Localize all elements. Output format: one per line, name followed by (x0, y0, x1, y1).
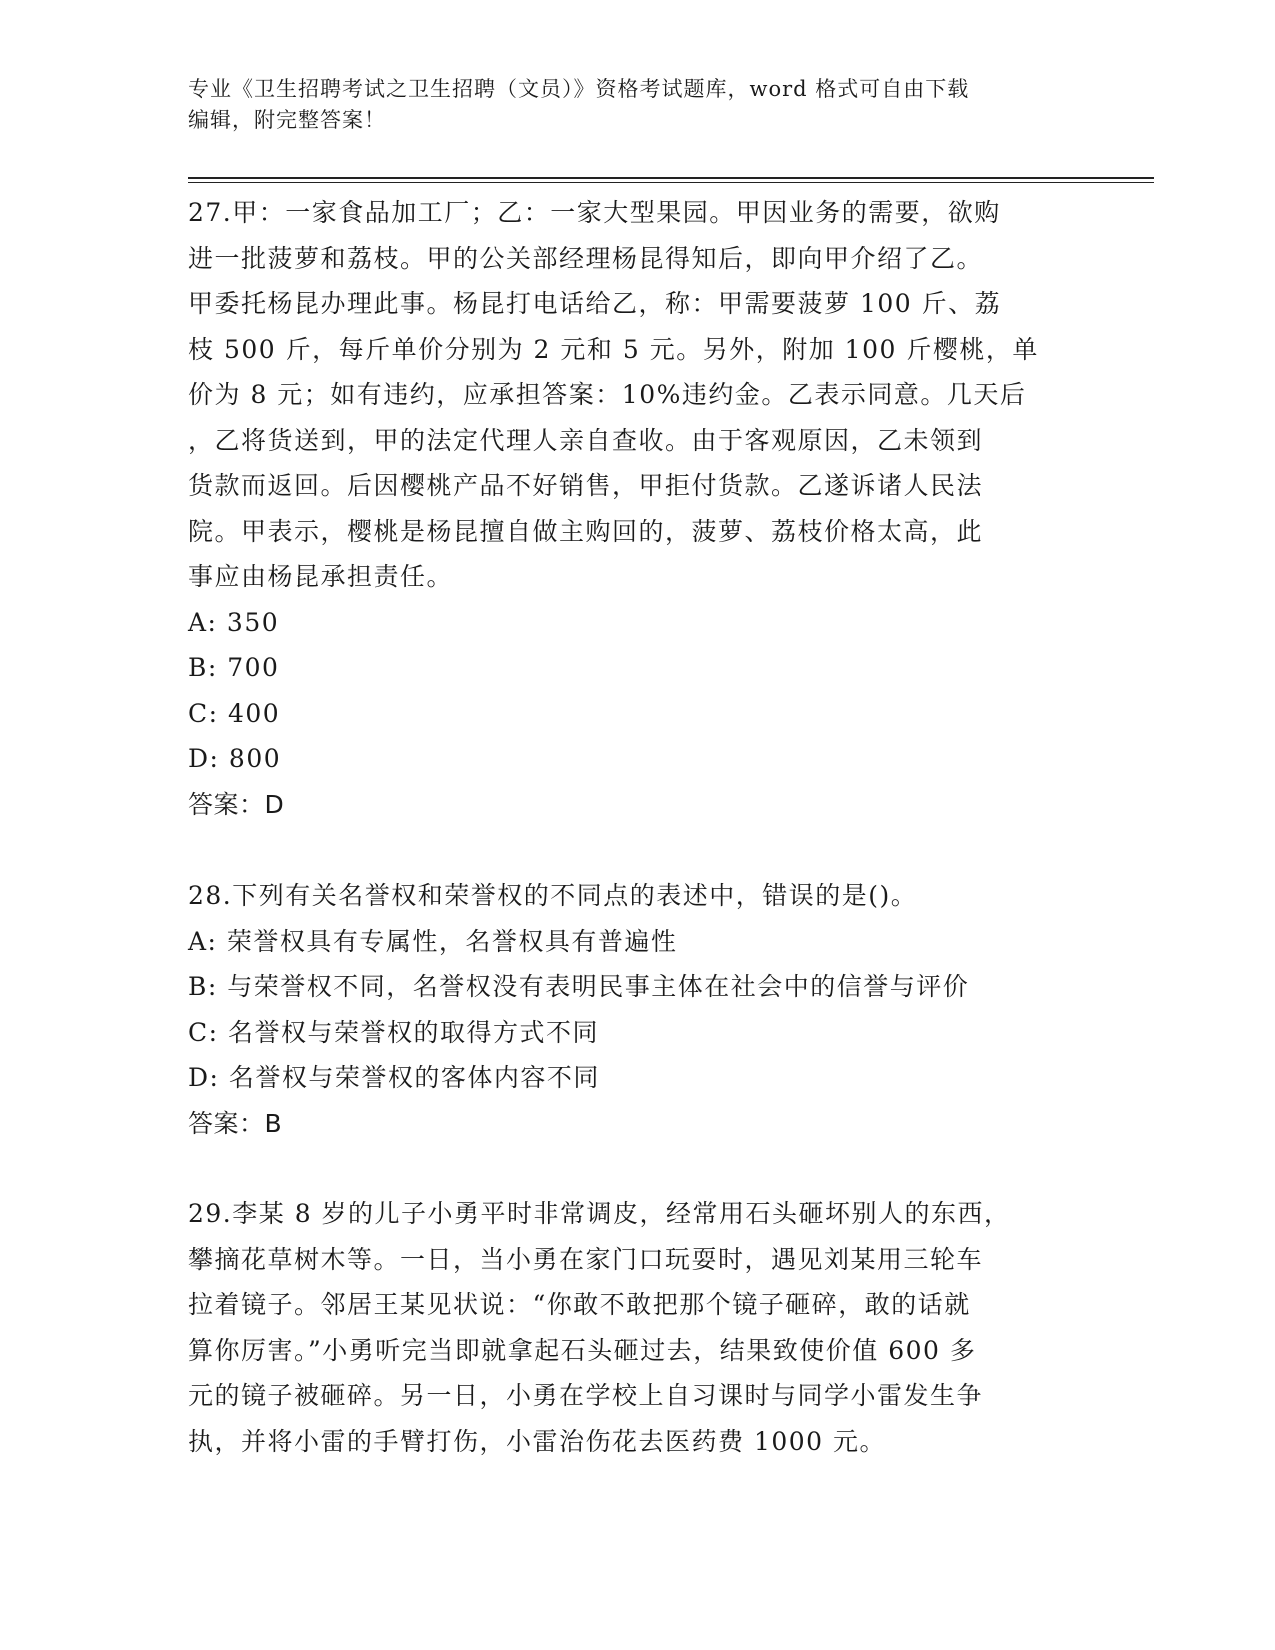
answer-label: 答案：B (188, 1108, 283, 1138)
header-divider-thin (188, 182, 1154, 183)
question-stem-line: 货款而返回。后因樱桃产品不好销售，甲拒付货款。乙遂诉诸人民法 (188, 471, 984, 500)
question-29 (188, 1191, 1088, 1464)
question-stem-line: 算你厉害。”小勇听完当即就拿起石头砸过去，结果致使价值 600 多 (188, 1335, 977, 1365)
option-b: B: 与荣誉权不同，名誉权没有表明民事主体在社会中的信誉与评价 (188, 972, 970, 1001)
header-line-1: 专业《卫生招聘考试之卫生招聘（文员）》资格考试题库，word 格式可自由下载 (188, 77, 970, 101)
question-stem-line: 29.李某 8 岁的儿子小勇平时非常调皮，经常用石头砸坏别人的东西， (188, 1199, 1011, 1228)
question-stem-line: 院。甲表示，樱桃是杨昆擅自做主购回的，菠萝、荔枝价格太高，此 (188, 516, 984, 546)
option-d: D: 800 (188, 744, 282, 773)
header-line-2: 编辑，附完整答案！ (188, 108, 386, 132)
header-divider-thick (188, 177, 1154, 179)
question-stem-line: ，乙将货送到，甲的法定代理人亲自查收。由于客观原因，乙未领到 (188, 425, 984, 455)
question-stem-line: 甲委托杨昆办理此事。杨昆打电话给乙，称：甲需要菠萝 100 斤、荔 (188, 289, 1002, 318)
question-stem-line: 事应由杨昆承担责任。 (188, 562, 454, 591)
answer-label: 答案：D (188, 789, 285, 819)
question-stem-line: 攀摘花草树木等。一日，当小勇在家门口玩耍时，遇见刘某用三轮车 (188, 1244, 984, 1274)
question-stem-line: 28.下列有关名誉权和荣誉权的不同点的表述中，错误的是()。 (188, 881, 918, 910)
question-stem-line: 进一批菠萝和荔枝。甲的公关部经理杨昆得知后，即向甲介绍了乙。 (188, 243, 984, 273)
question-stem-line: 枝 500 斤，每斤单价分别为 2 元和 5 元。另外，附加 100 斤樱桃，单 (188, 334, 1039, 364)
option-a: A: 荣誉权具有专属性，名誉权具有普遍性 (188, 926, 678, 956)
option-c: C: 名誉权与荣誉权的取得方式不同 (188, 1017, 599, 1047)
option-d: D: 名誉权与荣誉权的客体内容不同 (188, 1063, 600, 1092)
question-stem-line: 价为 8 元；如有违约，应承担答案：10%违约金。乙表示同意。几天后 (188, 380, 1027, 409)
option-c: C: 400 (188, 698, 281, 728)
option-a: A: 350 (188, 607, 280, 637)
question-stem-line: 执，并将小雷的手臂打伤，小雷治伤花去医药费 1000 元。 (188, 1426, 887, 1456)
question-stem-line: 拉着镜子。邻居王某见状说：“你敢不敢把那个镜子砸碎，敢的话就 (188, 1290, 971, 1319)
document-header (188, 74, 1088, 136)
question-28 (188, 873, 1088, 1146)
question-stem-line: 元的镜子被砸碎。另一日，小勇在学校上自习课时与同学小雷发生争 (188, 1381, 984, 1410)
option-b: B: 700 (188, 653, 280, 682)
question-stem-line: 27.甲：一家食品加工厂；乙：一家大型果园。甲因业务的需要，欲购 (188, 198, 1001, 227)
question-27 (188, 190, 1088, 827)
